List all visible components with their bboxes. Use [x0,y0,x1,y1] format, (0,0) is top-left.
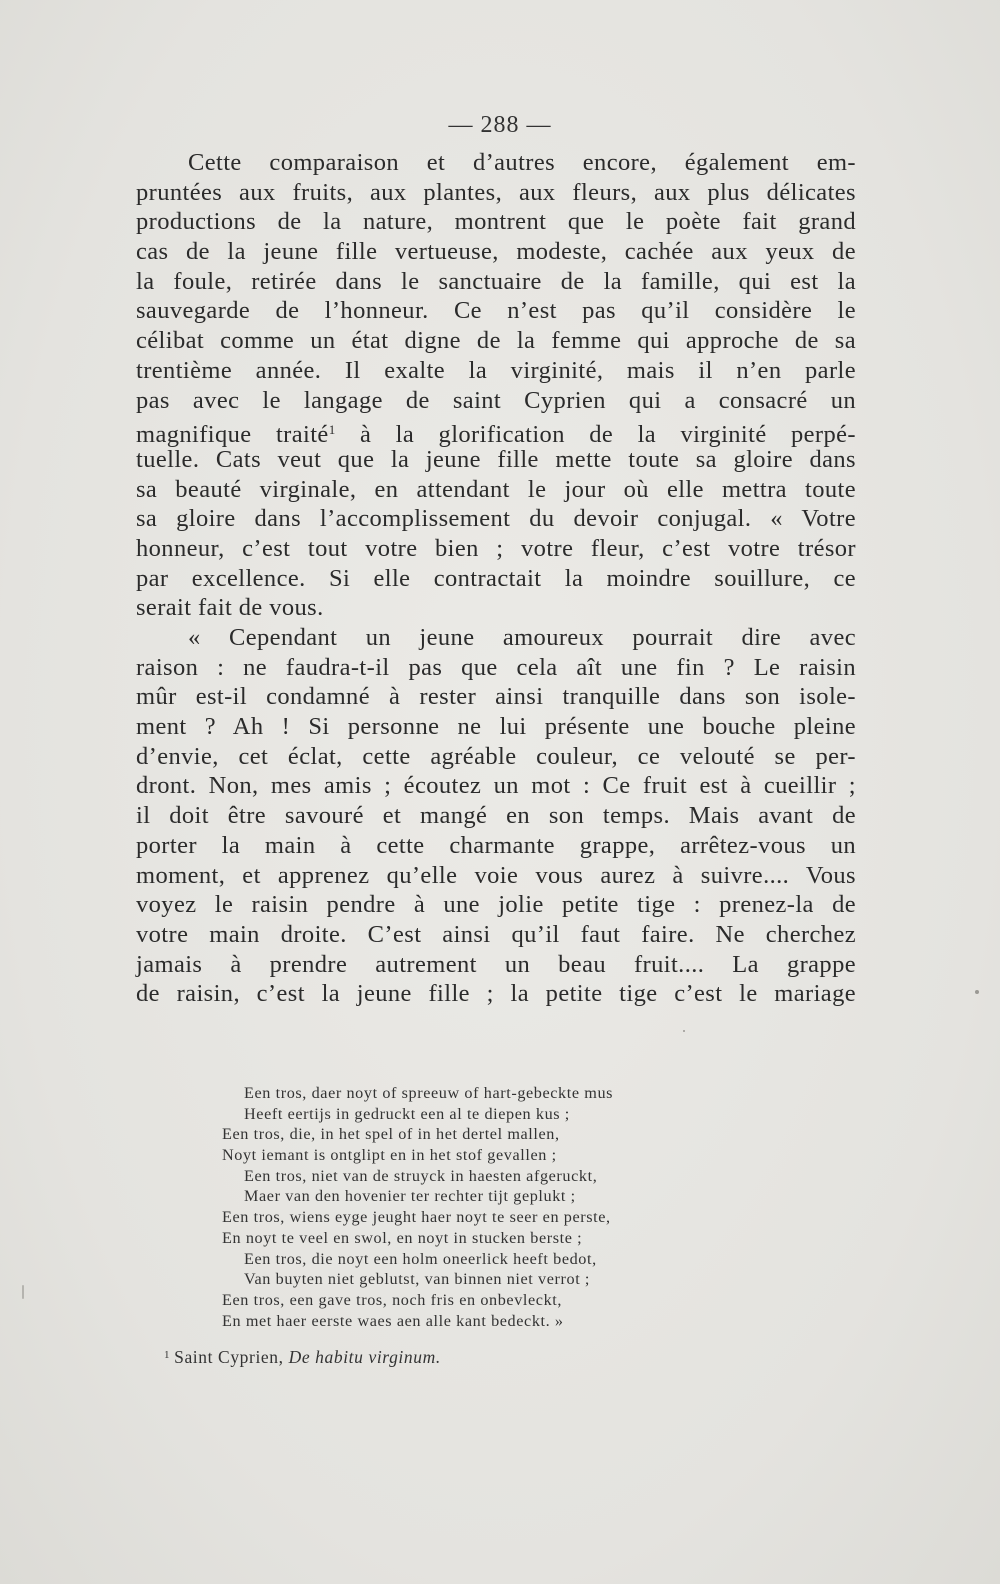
poem-line: Een tros, wiens eyge jeught haer noyt te seer en perste, [222,1208,611,1227]
text-line: la foule, retirée dans le sanctuaire de la famille, qui est la [136,267,856,295]
text-line: porter la main à cette charmante grappe, arrêtez-vous un [136,831,856,859]
text-line: ment ? Ah ! Si personne ne lui présente une bouche pleine [136,713,856,741]
poem-line: Noyt iemant is ontglipt en in het stof gevallen ; [222,1146,557,1165]
text-line: mûr est-il condamné à rester ainsi tranquille dans son isole- [136,683,856,711]
text-line: jamais à prendre autrement un beau fruit.... La grappe [136,950,856,978]
text-line: célibat comme un état digne de la femme qui approche de sa [136,327,856,355]
text-line: tuelle. Cats veut que la jeune fille mette toute sa gloire dans [136,445,856,473]
text-line: voyez le raisin pendre à une jolie petite tige : prenez-la de [136,891,856,919]
text-line-with-footnote-ref [136,415,856,449]
text-line: Cette comparaison et d’autres encore, également em- [188,149,856,176]
text-line: trentième année. Il exalte la virginité, mais il n’en parle [136,356,856,384]
text-line: serait fait de vous. [136,594,324,622]
text-line: « Cependant un jeune amoureux pourrait dire avec [188,624,856,651]
text-line: sauvegarde de l’honneur. Ce n’est pas qu’il considère le [136,297,856,325]
footnote [164,1347,441,1368]
footnote-author: Saint Cyprien, [174,1347,289,1367]
poem-line: Een tros, daer noyt of spreeuw of hart-gebeckte mus [244,1084,614,1102]
footnote-number: 1 [164,1349,171,1361]
poem-line: En met haer eerste waes aen alle kant bedeckt. » [222,1311,564,1330]
text-fragment: à la glorification de la virginité perpé- [335,421,856,449]
text-line: sa beauté virginale, en attendant le jour où elle mettra toute [136,475,856,503]
paper-speck [683,1030,685,1032]
text-line: sa gloire dans l’accomplissement du devoir conjugal. « Votre [136,505,856,533]
text-line: moment, et apprenez qu’elle voie vous aurez à suivre.... Vous [136,861,856,889]
poem-line: Maer van den hovenier ter rechter tijt geplukt ; [244,1187,576,1206]
text-line: productions de la nature, montrent que le poète fait grand [136,208,856,236]
poem-line: Van buyten niet geblutst, van binnen niet verrot ; [244,1270,591,1289]
poem-line: Een tros, niet van de struyck in haesten afgeruckt, [244,1166,598,1185]
footnote-title: De habitu virginum. [288,1347,441,1367]
paper-speck [975,990,979,994]
body-text [136,148,856,1009]
poem-line: Een tros, die noyt een holm oneerlick heeft bedot, [244,1249,597,1268]
page-number: — 288 — [448,112,552,138]
text-line: votre main droite. C’est ainsi qu’il faut faire. Ne cherchez [136,920,856,948]
text-line: d’envie, cet éclat, cette agréable couleur, ce velouté se per- [136,742,856,770]
text-fragment: magnifique traité [136,421,329,449]
text-line: de raisin, c’est la jeune fille ; la petite tige c’est le mariage [136,980,856,1008]
text-line: il doit être savouré et mangé en son temps. Mais avant de [136,802,856,830]
poem-line: Een tros, die, in het spel of in het dertel mallen, [222,1125,560,1144]
text-line: raison : ne faudra-t-il pas que cela aît une fin ? Le raisin [136,653,856,681]
text-line: cas de la jeune fille vertueuse, modeste, cachée aux yeux de [136,238,856,266]
poem-line: Een tros, een gave tros, noch fris en onbevleckt, [222,1290,563,1309]
poem-quotation [222,1083,782,1331]
text-line: pruntées aux fruits, aux plantes, aux fleurs, aux plus délicates [136,178,856,206]
footnote-reference: 1 [328,422,336,438]
text-line: honneur, c’est tout votre bien ; votre fleur, c’est votre trésor [136,534,856,562]
text-line: par excellence. Si elle contractait la moindre souillure, ce [136,564,856,592]
poem-line: En noyt te veel en swol, en noyt in stucken berste ; [222,1228,583,1247]
text-line: dront. Non, mes amis ; écoutez un mot : Ce fruit est à cueillir ; [136,772,856,800]
paper-speck [22,1285,24,1299]
text-line: pas avec le langage de saint Cyprien qui a consacré un [136,386,856,414]
poem-line: Heeft eertijs in gedruckt een al te diepen kus ; [244,1104,570,1123]
